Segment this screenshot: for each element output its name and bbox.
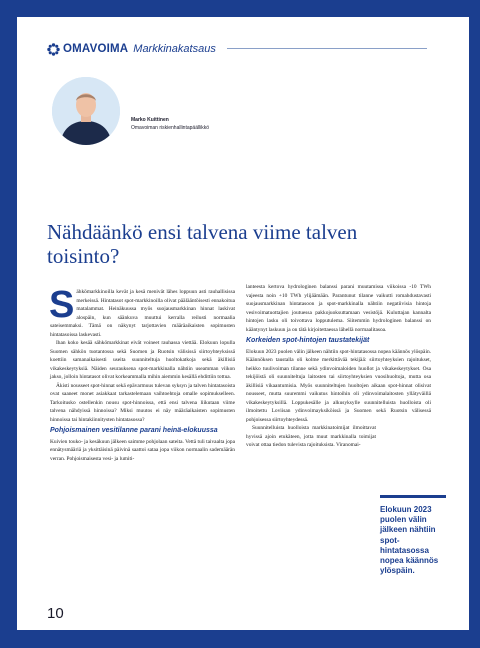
article-column-1 (49, 284, 235, 463)
paragraph: lanteesta kertova hydrologinen balanssi parani muutamissa viikoissa -10 TWh vajeesta noin +10 TWh ylijäämään. Parantunut tilanne vaikutti romahdustavasti suojausmarkkinan hintatasoon ja spot-markkinalla nähtiin negatiivisia hintoja vesivoimatuottajien joutuessa pakkojuoksuttamaan vesistöjä. Kuluttajan kannalta hintojen lasku oli toivottava lopputulema. Siitemmin hydrologinen balanssi on kääntynyt laskuun ja on tätä kirjoitettaessa lähellä normaalitasoa. (246, 284, 431, 333)
author-portrait-icon (52, 77, 120, 145)
author-title: Omavoiman riskienhallintapäällikkö (131, 125, 210, 131)
section-title: Markkinakatsaus (133, 43, 216, 55)
article-headline: Nähdäänkö ensi talvena viime talven toisinto? (47, 220, 358, 268)
pull-quote: Elokuun 2023 puolen välin jälkeen nähtiin spot-hintatasossa nopea käännös ylöspäin. (380, 495, 446, 576)
author-name: Marko Kuittinen (131, 117, 169, 123)
omavoima-logo-icon (47, 43, 60, 56)
paragraph: Suunnitelluista huolloista markkinatoimijat ilmoittavat hyvissä ajoin etukäteen, jotta muut markkinalla toimijat voivat ottaa tiedon tulevista rajoituksista. Viranomai- (246, 425, 376, 448)
header-divider (227, 48, 427, 49)
page-number: 10 (47, 605, 64, 622)
paragraph: Äkisti nousseet spot-hinnat sekä epävarmuus tulevan syksyn ja talven hintatasoista ovat saaneet monet asiakkaat tarkastelemaan vaihtoehtoja omalle sopimukselleen. Tarkoitusko ostellenkin nousu spot-hinnoissa, että ensi talvena liikutaan viime talvena nähdyissä hinnoissa? Miksi muutos ei näy määräaikaisten sopimusten hinnoissa tai hintakiinnitysten hintatasossa? (50, 382, 235, 423)
magazine-page (17, 17, 469, 630)
brand-header (47, 41, 216, 57)
drop-cap: S (49, 284, 75, 326)
paragraph: Kuivien touko- ja kesäkuun jälkeen saimme pohjolaan sateita. Vettä tuli taivaalta jopa ennätysmääriä ja yksittäisinä päivinä saattoi sataa jopa viikon normaalin sademäärän verran. Pohjoismaisesta vesi- ja lumiti- (50, 438, 235, 462)
brand-name: OMAVOIMA (63, 43, 129, 55)
paragraph: Elokuun 2023 puolen välin jälkeen nähtiin spot-hintatasossa nopea käännös ylöspäin. Käännöksen taustalla oli kolme merkittävää tekijää: siirtoyhteyksien rajoitukset, heikko tuulivoiman tilanne sekä ydinvoimaloiden huollot ja vikakeskeytykset. Osa tekijöistä oli suunniteltuja laitosten tai siirtoyhteyksien vuosihuoltoja, mutta osa äkillisiä vikaantumisia. Myös suunniteltujen huoltojen aikaan spot-hinnat olisivat nousseet, mutta suuremmi vaikutus hintoihin oli ydinvoimalaitosten yllätyväillä vikakeskeytyksillä. Loppukesälle ja alkusyksylle suunnitelluista huolloista oli ilmoitettu Loviisan ydinvoimayksiköissä ja Suomen sekä Ruotsin välisessä pohjoisessa siirtoyhteydessä. (246, 348, 431, 423)
subheading: Korkeiden spot-hintojen taustatekijät (246, 337, 370, 344)
paragraph: ähkömarkkinoilla kevät ja kesä menivät lähes loppuun asti rauhallisissa merkeissä. Hintatasot spot-markkinoilla olivat päälääntöisesti ennakoitua matalammat. Heinäkuussa myös suojausmarkkinan hinnat laskivat alospäin, kun säänkuva muuttui kerralla reilusti normaalia sateisemmaksi. Tämä on näkynyt tarjottavien määräaikaisten sopimusten hintatasoissa laskevasti. (50, 289, 235, 338)
author-avatar (52, 77, 120, 145)
paragraph: Ihan koko kesää sähkömarkkinat eivät voineet rauhassa viettää. Elokuun lopulla Suomen sähkön tuotantossa sekä Suomen ja Ruotsin välisissä siirtoyhteyksissä koettiin samanaikaisesti useita suunniteltuja huoltokatkoja sekä äkillisiä vikakeskeytyksiä. Näiden seurauksena spot-markkinalla nähtiin useamman viikon jakso, jolloin hintatasot olivat korkeammalla mihin aiemmin kesällä ehdittiin tottua. (50, 340, 235, 380)
article-column-2 (246, 283, 431, 450)
subheading: Pohjoismainen vesitilanne parani heinä-elokuussa (50, 427, 218, 434)
